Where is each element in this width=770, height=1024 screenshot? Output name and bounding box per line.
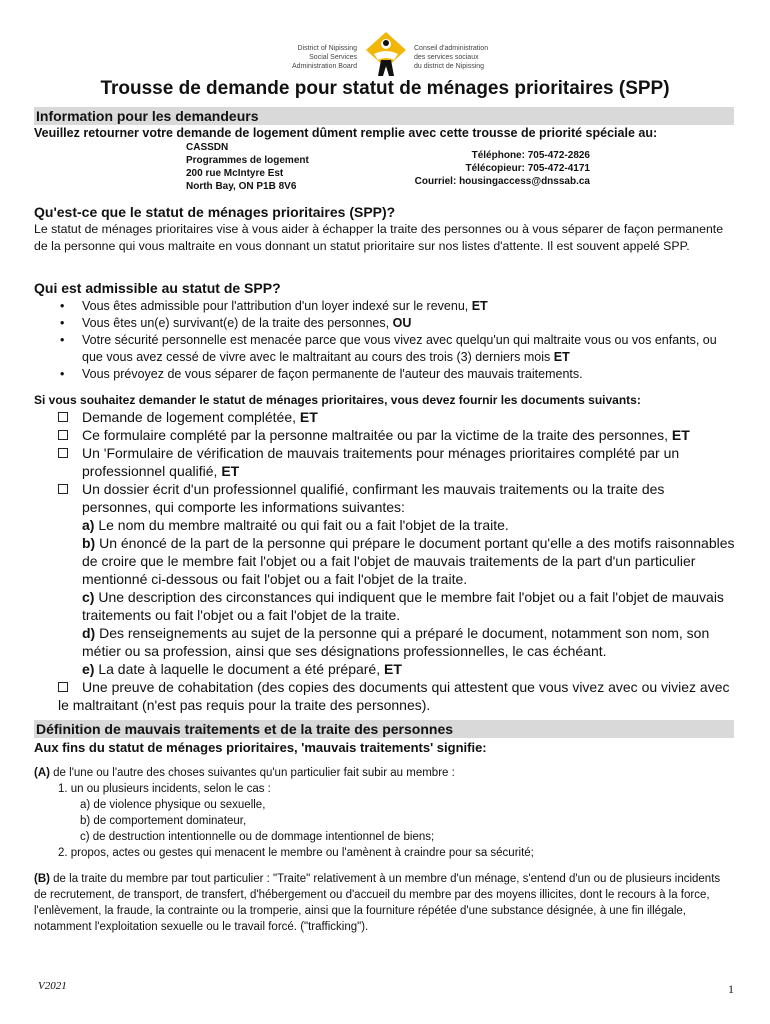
org-line: Social Services	[309, 54, 357, 61]
eligibility-list	[60, 298, 736, 383]
section-heading-info: Information pour les demandeurs	[34, 107, 734, 125]
list-item: • Vous êtes admissible pour l'attribution d'un loyer indexé sur le revenu, ET	[60, 298, 736, 315]
checkbox[interactable]	[58, 430, 68, 440]
checkbox[interactable]	[58, 448, 68, 458]
sub-item: d) Des renseignements au sujet de la personne qui a préparé le document, notamment son nom, son métier ou sa profession, ainsi que ses désignations professionnelles, le cas échéant.	[82, 625, 710, 659]
phone: Téléphone: 705-472-2826	[471, 150, 590, 161]
address-line: North Bay, ON P1B 8V6	[186, 181, 297, 192]
list-item: • Vous êtes un(e) survivant(e) de la traite des personnes, OU	[60, 315, 736, 332]
definition-line: c) de destruction intentionnelle ou de dommage intentionnel de biens;	[80, 831, 435, 843]
org-line: Administration Board	[292, 63, 357, 70]
version-label: V2021	[38, 980, 67, 992]
org-line: des services sociaux	[414, 54, 479, 61]
definition-b: (B) de la traite du membre par tout particulier : "Traite" relativement à un membre d'un ménage, s'entend d'un ou de plusieurs incidents de recrutement, de transport, de transfert, d'hébergement ou d'accueil du membre par des moyens illicites, dont le recours à la force, l'enlèvement, la fraude, la contrainte ou la tromperie, ainsi que la fourniture répétée d'une substance désignée, à une fin illégale, notamment l'exploitation sexuelle ou le travail forcé. ("trafficking").	[34, 873, 721, 933]
org-line: du district de Nipissing	[414, 63, 485, 70]
checkbox[interactable]	[58, 484, 68, 494]
definition-subheading: Aux fins du statut de ménages prioritaires, 'mauvais traitements' signifie:	[34, 740, 487, 755]
section-heading-who: Qui est admissible au statut de SPP?	[34, 280, 281, 296]
definition-a-intro: (A) de l'une ou l'autre des choses suivantes qu'un particulier fait subir au membre :	[34, 767, 455, 779]
definition-line: 2. propos, actes ou gestes qui menacent le membre ou l'amènent à craindre pour sa sécurité;	[58, 847, 534, 859]
section-heading-what: Qu'est-ce que le statut de ménages prioritaires (SPP)?	[34, 204, 396, 220]
what-body: Le statut de ménages prioritaires vise à vous aider à échapper la traite des personnes ou à vous séparer de façon permanente de la personne qui vous maltraite en vous donnant un statut prioritaire sur nos listes d'attente. Il est souvent appelé SPP.	[34, 222, 724, 253]
mailing-address	[186, 141, 309, 193]
contact-info	[415, 149, 590, 188]
sub-item: a) Le nom du membre maltraité ou qui fait ou a fait l'objet de la traite.	[82, 517, 509, 533]
address-line: 200 rue McIntyre Est	[186, 168, 284, 179]
page-number: 1	[728, 982, 734, 996]
definition-line: b) de comportement dominateur,	[80, 815, 247, 827]
address-line: Programmes de logement	[186, 155, 309, 166]
sub-item: e) La date à laquelle le document a été préparé, ET	[82, 661, 402, 677]
section-heading-definition: Définition de mauvais traitements et de la traite des personnes	[34, 720, 734, 738]
org-line: Conseil d'administration	[414, 45, 489, 52]
checklist-item: Un 'Formulaire de vérification de mauvais traitements pour ménages prioritaires complété par un professionnel qualifié, ET	[58, 444, 736, 480]
checkbox[interactable]	[58, 682, 68, 692]
return-instructions: Veuillez retourner votre demande de logement dûment remplie avec cette trousse de priorité spéciale au:	[34, 126, 658, 140]
org-name-french	[414, 44, 534, 71]
dnssab-logo	[364, 30, 408, 80]
documents-heading: Si vous souhaitez demander le statut de ménages prioritaires, vous devez fournir les documents suivants:	[34, 393, 641, 407]
org-line: District of Nipissing	[297, 45, 357, 52]
documents-checklist	[58, 408, 736, 714]
fax: Télécopieur: 705-472-4171	[465, 163, 590, 174]
document-title: Trousse de demande pour statut de ménages prioritaires (SPP)	[100, 78, 670, 99]
sub-item: b) Un énoncé de la part de la personne qui prépare le document portant qu'elle a des motifs raisonnables de croire que le membre fait l'objet ou a fait l'objet de mauvais traitements de la part d'un particulier mentionné ci-dessous ou fait l'objet ou a fait l'objet de la traite.	[82, 535, 735, 587]
checklist-item: Une preuve de cohabitation (des copies des documents qui attestent que vous vivez avec ou viviez avec le maltraitant (n'est pas requis pour la traite des personnes).	[58, 679, 730, 713]
org-name-english	[245, 44, 357, 71]
letterhead	[0, 30, 770, 80]
definition-a	[34, 765, 734, 861]
definition-line: a) de violence physique ou sexuelle,	[80, 799, 266, 811]
checklist-item: Un dossier écrit d'un professionnel qualifié, confirmant les mauvais traitements ou la traite des personnes, qui comporte les informations suivantes:	[58, 480, 736, 516]
list-item: • Votre sécurité personnelle est menacée parce que vous vivez avec quelqu'un qui maltraite vous ou vos enfants, ou que vous avez cessé de vivre avec le maltraitant au cours des trois (3) derniers mois ET	[60, 332, 736, 366]
email: Courriel: housingaccess@dnssab.ca	[414, 176, 590, 187]
checklist-item: Demande de logement complétée, ET	[58, 408, 736, 426]
definition-line: 1. un ou plusieurs incidents, selon le cas :	[58, 783, 271, 795]
list-item: • Vous prévoyez de vous séparer de façon permanente de l'auteur des mauvais traitements.	[60, 366, 736, 383]
address-line: CASSDN	[186, 142, 229, 153]
checklist-item: Ce formulaire complété par la personne maltraitée ou par la victime de la traite des personnes, ET	[58, 426, 736, 444]
checkbox[interactable]	[58, 412, 68, 422]
sub-item: c) Une description des circonstances qui indiquent que le membre fait l'objet ou a fait l'objet de mauvais traitements ou fait l'objet ou a fait l'objet de la traite.	[82, 589, 724, 623]
